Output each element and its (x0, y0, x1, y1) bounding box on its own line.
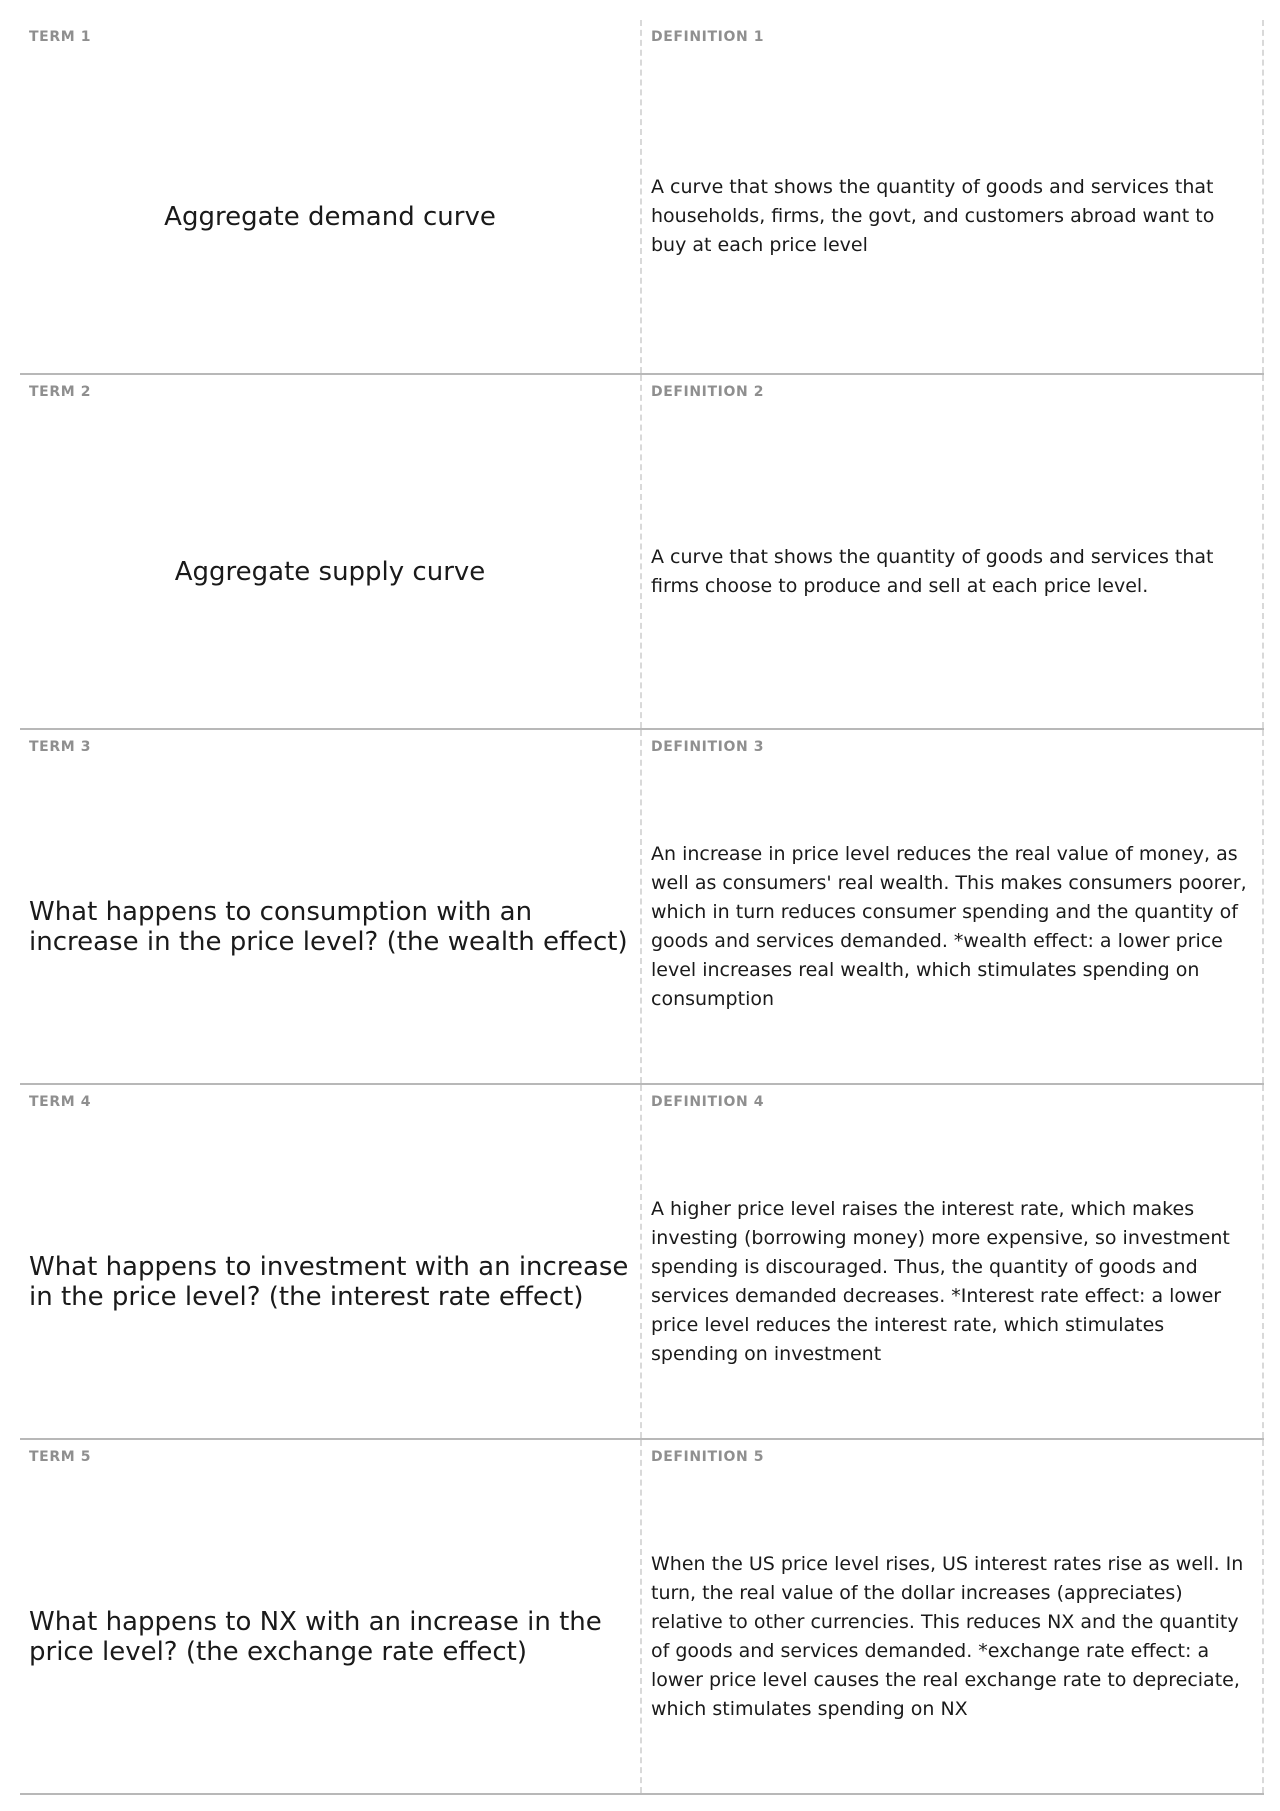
flashcard-sheet (20, 20, 1264, 1795)
definition-text: A curve that shows the quantity of goods and services that firms choose to produce and sell at each price level. (651, 545, 1214, 597)
term-cell (20, 375, 642, 728)
definition-text: When the US price level rises, US interest rates rise as well. In turn, the real value of the dollar increases (appreciates) relative to other currencies. This reduces NX and the quantity of goods and services demanded. *exchange rate effect: a lower price level causes the real exchange rate to depreciate, which stimulates spending on NX (651, 1552, 1244, 1720)
definition-text: A higher price level raises the interest rate, which makes investing (borrowing money) more expensive, so investment spending is discouraged. Thus, the quantity of goods and services demanded decreases. *Interest rate effect: a lower price level reduces the interest rate, which stimulates spending on investment (651, 1197, 1230, 1365)
term-tag: TERM 1 (29, 29, 92, 45)
term-text: Aggregate supply curve (174, 556, 486, 587)
definition-tag: DEFINITION 4 (651, 1094, 765, 1110)
definition-tag: DEFINITION 1 (651, 29, 765, 45)
definition-cell (642, 1440, 1264, 1793)
term-cell (20, 730, 642, 1083)
term-tag: TERM 5 (29, 1449, 92, 1465)
term-text: What happens to NX with an increase in the price level? (the exchange rate effect) (29, 1606, 602, 1667)
definition-cell (642, 375, 1264, 728)
definition-cell (642, 730, 1264, 1083)
flashcard-row (20, 20, 1264, 375)
flashcard-row (20, 1440, 1264, 1795)
definition-tag: DEFINITION 2 (651, 384, 765, 400)
term-text: What happens to consumption with an increase in the price level? (the wealth effect) (29, 896, 628, 957)
flashcard-row (20, 730, 1264, 1085)
term-tag: TERM 2 (29, 384, 92, 400)
term-text: Aggregate demand curve (164, 201, 496, 232)
definition-cell (642, 1085, 1264, 1438)
flashcard-row (20, 1085, 1264, 1440)
definition-tag: DEFINITION 5 (651, 1449, 765, 1465)
definition-tag: DEFINITION 3 (651, 739, 765, 755)
term-cell (20, 1440, 642, 1793)
term-tag: TERM 3 (29, 739, 92, 755)
term-text: What happens to investment with an increase in the price level? (the interest rate effect) (29, 1251, 629, 1312)
definition-text: An increase in price level reduces the real value of money, as well as consumers' real wealth. This makes consumers poorer, which in turn reduces consumer spending and the quantity of goods and services demanded. *wealth effect: a lower price level increases real wealth, which stimulates spending on consumption (651, 842, 1247, 1010)
term-cell (20, 1085, 642, 1438)
definition-text: A curve that shows the quantity of goods and services that households, firms, the govt, and customers abroad want to buy at each price level (651, 176, 1215, 256)
term-cell (20, 20, 642, 373)
flashcard-row (20, 375, 1264, 730)
term-tag: TERM 4 (29, 1094, 92, 1110)
definition-cell (642, 20, 1264, 373)
